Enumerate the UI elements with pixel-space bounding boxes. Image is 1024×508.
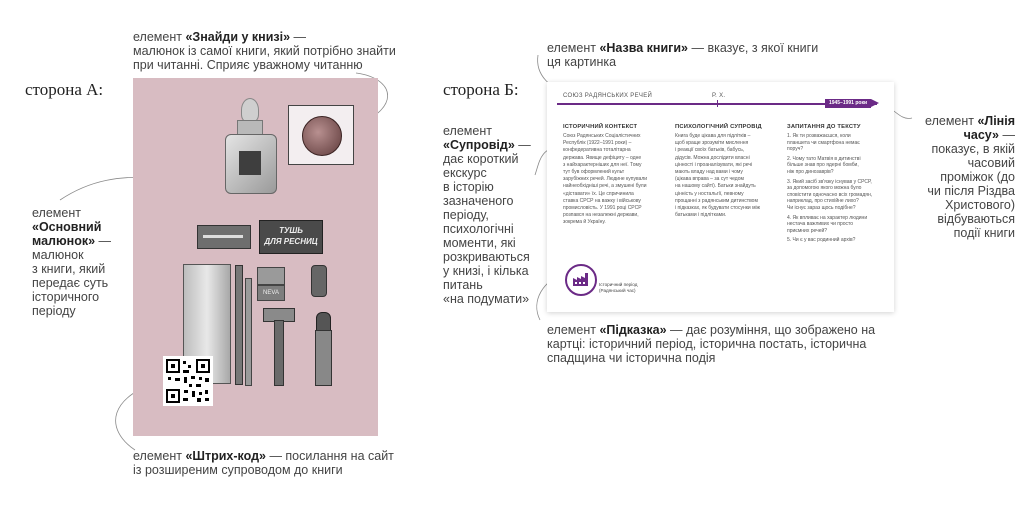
annotation-barcode: елемент «Штрих-код» — посилання на сайт із розширеним супроводом до книги bbox=[133, 449, 394, 477]
bottle-label-icon bbox=[239, 151, 261, 175]
column-questions bbox=[787, 124, 887, 244]
mascara-label-2: ДЛЯ РЕСНИЦ bbox=[264, 237, 318, 246]
timeline-rx-tick bbox=[717, 100, 718, 107]
toothbrush-icon bbox=[203, 235, 243, 238]
mascara-label-1: ТУШЬ bbox=[279, 226, 303, 235]
side-b-title: сторона Б: bbox=[443, 80, 519, 99]
qr-code-icon bbox=[163, 356, 213, 406]
razor-handle-icon bbox=[274, 320, 284, 386]
mascara-box-icon bbox=[259, 220, 323, 254]
perfume-bottle-icon bbox=[225, 134, 277, 194]
annotation-book-title: елемент «Назва книги» — вказує, з якої книги ця картинка bbox=[547, 41, 819, 69]
annotation-hint: елемент «Підказка» — дає розуміння, що зображено на картці: історичний період, історична постать, історична спадщина чи історична подія bbox=[547, 323, 876, 365]
column-text: Книга буде цікава для підлітків – щоб краще зрозуміти мислення і реакції своїх батьків, бабусь, дідусів. Можна дослідити власні цінності і проаналізувати, які речі мають владу над вами і чому (цікава вправа – за сут чедом на нашому сайті). Батьки знайдуть цінність у ностальгії, певному прощанні з радянським дитинством і підказках, як будувати стосунки між батьками і підлітками. bbox=[675, 133, 760, 219]
book-name: СОЮЗ РАДЯНСЬКИХ РЕЧЕЙ bbox=[563, 93, 653, 99]
column-title: ІСТОРИЧНИЙ КОНТЕКСТ bbox=[563, 124, 638, 130]
pencil-icon-1 bbox=[235, 265, 243, 385]
hint-caption: Історичний період (Радянський час) bbox=[599, 282, 638, 293]
column-text: Союз Радянських Соціалістичних Республік (1922–1991 роки) – конфедеративна тоталітарна держава. Явище дефіциту – одне з найхарактерніших для неї. Тому тут був оформлений культ зарубіжних речей. Людине купували найнеобхідніші речі, а змушені були «діставати» їх. Це спричинила ставка СРСР на важку і військову промисловість. У 1991 році СРСР розпався на незалежні держави, зокрема й Україну. bbox=[563, 133, 648, 226]
find-in-book-frame bbox=[288, 105, 354, 165]
column-text: 1. Як ти розважаєшся, коли планшета чи смартфона немає поруч? 2. Чому тато Матвія в дитинстві більше знав про ядерні бомби, ніж про динозаврів? 3. Який засіб зв'язку існував у СРСР, за допомогою якого можна було сповістити одночасно всіх громадян, наприклад, про стихійне лихо? Чи існує зараз щось подібне? 4. Як впливає на характер людини нестача важливих чи просто приємних речей? 5. Чи є у вас родинний архів? bbox=[787, 133, 873, 244]
annotation-support: елемент «Супровід» — дає короткий екскурс в історію зазначеного періоду, психологічні моменти, які розкриваються у книзі, і кілька питань «на подумати» bbox=[443, 124, 531, 306]
toothbrush-box-icon bbox=[197, 225, 251, 249]
card-side-b bbox=[547, 82, 894, 312]
column-title: ПСИХОЛОГІЧНИЙ СУПРОВІД bbox=[675, 124, 762, 130]
column-historical-context bbox=[563, 124, 665, 227]
side-a-title: сторона А: bbox=[25, 80, 104, 99]
bottle-cap-icon bbox=[241, 98, 259, 122]
timeline-period-badge: 1945–1991 роки bbox=[825, 99, 871, 108]
factory-icon bbox=[567, 266, 595, 294]
razor-blade-neva-icon: NEVA bbox=[257, 285, 285, 301]
timeline-rx-label: Р. Х. bbox=[712, 93, 726, 99]
hint-icon bbox=[565, 264, 597, 296]
razor-blade-icon bbox=[257, 267, 285, 285]
card-side-a bbox=[133, 78, 378, 436]
column-title: ЗАПИТАННЯ ДО ТЕКСТУ bbox=[787, 124, 861, 130]
column-psychological-support bbox=[675, 124, 777, 219]
mini-bottle-icon bbox=[311, 265, 327, 297]
annotation-timeline: елемент «Лінія часу» — показує, в якій часовий проміжок (до чи після Різдва Христового) відбуваються події книги bbox=[925, 114, 1015, 240]
annotation-find-in-book: елемент «Знайди у книзі» — малюнок із самої книги, який потрібно знайти при читанні. Сприяє уважному читанню bbox=[133, 30, 396, 72]
qr-code[interactable] bbox=[163, 356, 213, 406]
timeline-arrow-icon bbox=[871, 99, 879, 107]
pencil-icon-2 bbox=[245, 278, 252, 386]
coin-icon bbox=[302, 116, 342, 156]
annotation-main-picture: елемент «Основний малюнок» — малюнок з книги, який передає суть історичного періоду bbox=[32, 206, 112, 318]
lipstick-tip-icon bbox=[316, 312, 331, 332]
lipstick-icon bbox=[315, 330, 332, 386]
